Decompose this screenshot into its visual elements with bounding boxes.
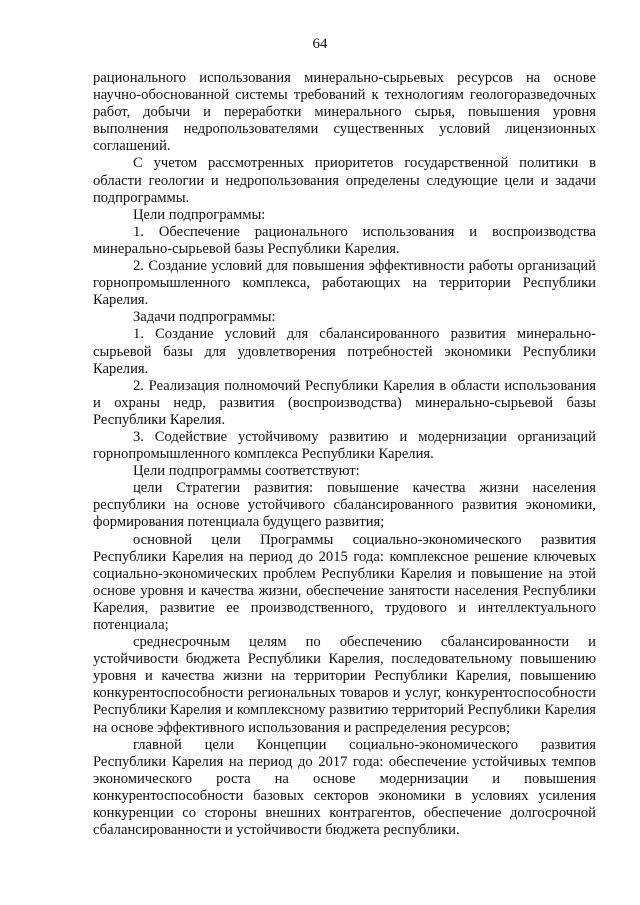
paragraph: главной цели Концепции социально-экономического развития Республики Карелия на период до 2017 года: обеспечение устойчивых темпов экономического роста на основе модернизации и повышения конкурентоспособности базовых секторов экономики в условиях усиления конкуренции со стороны внешних контрагентов, обеспечение долгосрочной сбалансированности и устойчивости бюджета республики. <box>93 736 596 839</box>
paragraph: С учетом рассмотренных приоритетов государственной политики в области геологии и недропользования определены следующие цели и задачи подпрограммы. <box>93 155 596 206</box>
paragraph: цели Стратегии развития: повышение качества жизни населения республики на основе устойчивого сбалансированного развития экономики, формирования потенциала будущего развития; <box>93 480 596 531</box>
paragraph: рационального использования минерально-сырьевых ресурсов на основе научно-обоснованной системы требований к технологиям геологоразведочных работ, добычи и переработки минерального сырья, повышения уровня выполнения недропользователями существенных условий лицензионных соглашений. <box>93 70 596 155</box>
paragraph: 3. Содействие устойчивому развитию и модернизации организаций горнопромышленного комплекса Республики Карелия. <box>93 428 596 463</box>
paragraph: Задачи подпрограммы: <box>133 309 276 326</box>
paragraph: среднесрочным целям по обеспечению сбалансированности и устойчивости бюджета Республики Карелия, последовательному повышению уровня и качества жизни на территории Республики Карелия, повышению конкурентоспособности региональных товаров и услуг, конкурентоспособности Республики Карелия и комплексному развитию территорий Республики Карелия на основе эффективного использования и распределения ресурсов; <box>93 634 596 736</box>
paragraph: 2. Создание условий для повышения эффективности работы организаций горнопромышленного комплекса, работающих на территории Республики Карелия. <box>93 258 596 309</box>
paragraph: Цели подпрограммы соответствуют: <box>133 463 360 480</box>
page-number: 64 <box>312 36 328 52</box>
paragraph: 2. Реализация полномочий Республики Карелия в области использования и охраны недр, развития (воспроизводства) минерально-сырьевой базы Республики Карелия. <box>93 377 596 428</box>
paragraph: 1. Создание условий для сбалансированного развития минерально-сырьевой базы для удовлетворения потребностей экономики Республики Карелия. <box>93 326 596 377</box>
paragraph: основной цели Программы социально-экономического развития Республики Карелия на период до 2015 года: комплексное решение ключевых социально-экономических проблем Республики Карелия и повышение на этой основе уровня и качества жизни, обеспечение занятости населения Республики Карелия, развитие ее производственного, трудового и интеллектуального потенциала; <box>93 531 596 633</box>
paragraph: 1. Обеспечение рационального использования и воспроизводства минерально-сырьевой базы Республики Карелия. <box>93 223 596 257</box>
document-body <box>93 70 596 839</box>
paragraph: Цели подпрограммы: <box>133 206 266 223</box>
